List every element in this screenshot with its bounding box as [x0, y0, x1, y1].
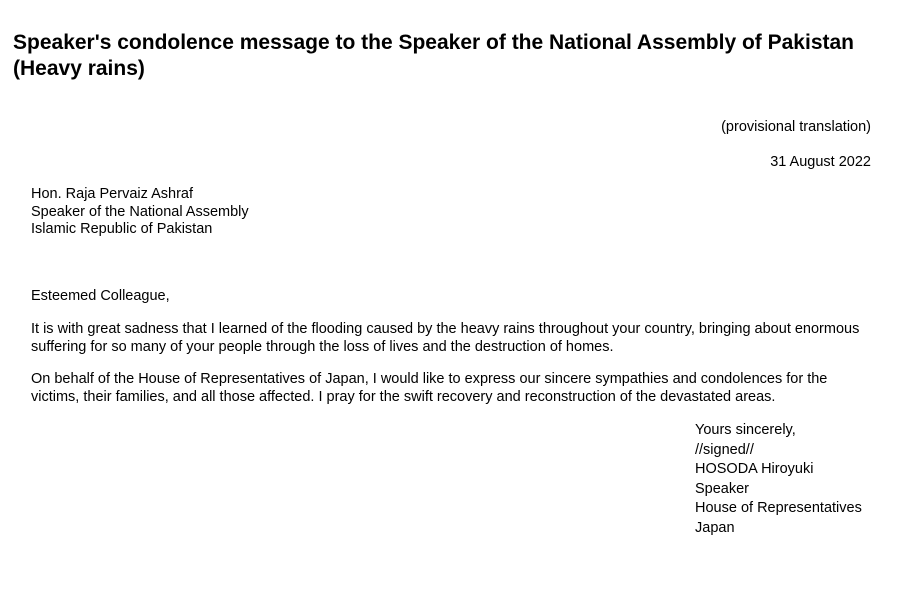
page-title: Speaker's condolence message to the Speaker of the National Assembly of Pakistan (Heavy rains): [13, 31, 855, 80]
salutation: Esteemed Colleague,: [31, 288, 170, 304]
signatory-title: Speaker: [695, 480, 750, 497]
translation-note: (provisional translation): [721, 119, 871, 135]
recipient-block: [31, 186, 249, 239]
signatory-country: Japan: [695, 519, 735, 536]
recipient-country: Islamic Republic of Pakistan: [31, 221, 213, 237]
recipient-position: Speaker of the National Assembly: [31, 203, 249, 220]
signed-marker: //signed//: [695, 441, 754, 458]
letter-date: 31 August 2022: [770, 154, 871, 170]
signatory-name: HOSODA Hiroyuki: [695, 461, 814, 477]
recipient-name: Hon. Raja Pervaiz Ashraf: [31, 186, 193, 202]
signature-block: [695, 421, 862, 538]
body-paragraph: It is with great sadness that I learned of the flooding caused by the heavy rains throughout your country, bringing about enormous suffering for so many of your people through the loss of lives and the destruction of homes.: [31, 321, 860, 355]
signatory-institution: House of Representatives: [695, 500, 862, 516]
body-paragraph: On behalf of the House of Representatives of Japan, I would like to express our sincere sympathies and condolences for the victims, their families, and all those affected. I pray for the swift recovery and reconstruction of the devastated areas.: [31, 371, 828, 405]
valediction: Yours sincerely,: [695, 422, 796, 438]
